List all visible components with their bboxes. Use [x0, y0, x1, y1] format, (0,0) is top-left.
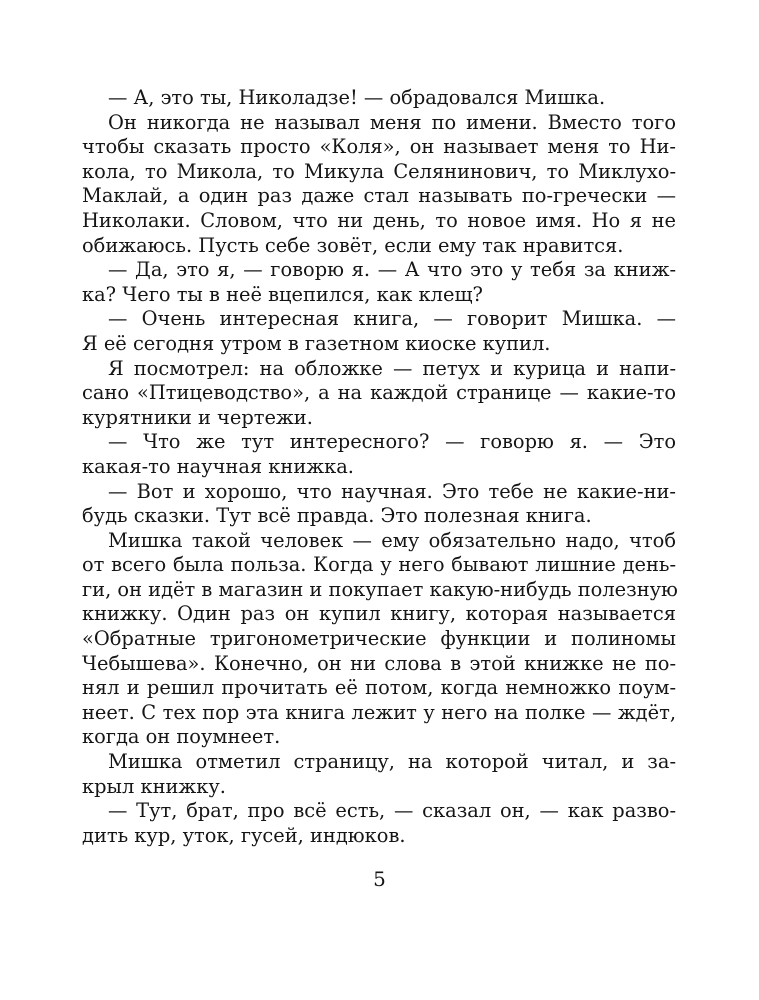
text-line: чтобы сказать просто «Коля», он называет меня то Ни- — [82, 135, 676, 159]
text-line: ка? Чего ты в неё вцепился, как клещ? — [82, 282, 483, 306]
text-line: курятники и чертежи. — [82, 405, 313, 429]
text-line: сано «Птицеводство», а на каждой странице — какие-то — [82, 381, 676, 405]
book-page-text — [82, 86, 676, 848]
text-line: Мишка отметил страницу, на которой читал, и за- — [108, 750, 676, 774]
text-line: Я её сегодня утром в газетном киоске купил. — [82, 331, 551, 355]
text-line: Я посмотрел: на обложке — петух и курица и напи- — [108, 356, 676, 380]
text-line: неет. С тех пор эта книга лежит у него на полке — ждёт, — [82, 700, 676, 724]
text-line: книжку. Один раз он купил книгу, которая называется — [82, 602, 676, 626]
page-number: 5 — [373, 867, 386, 891]
text-line: Мишка такой человек — ему обязательно надо, чтоб — [108, 528, 676, 552]
text-line: обижаюсь. Пусть себе зовёт, если ему так нравится. — [82, 233, 624, 257]
text-line: будь сказки. Тут всё правда. Это полезная книга. — [82, 504, 592, 528]
text-line: Чебышева». Конечно, он ни слова в этой книжке не по- — [82, 651, 676, 675]
text-line: Он никогда не называл меня по имени. Вместо того — [108, 110, 676, 134]
text-line: нял и решил прочитать её потом, когда немножко поум- — [82, 676, 676, 700]
text-line: Маклай, а один раз даже стал называть по-гречески — — [82, 184, 676, 208]
text-line: «Обратные тригонометрические функции и полиномы — [82, 627, 676, 651]
text-line: — Тут, брат, про всё есть, — сказал он, — как разво- — [108, 799, 676, 823]
text-line: кола, то Микола, то Микула Селянинович, то Миклухо- — [82, 159, 676, 183]
text-line: крыл книжку. — [82, 774, 226, 798]
text-line: — Что же тут интересного? — говорю я. — Это — [108, 430, 676, 454]
text-line: Николаки. Словом, что ни день, то новое имя. Но я не — [82, 208, 676, 232]
text-line: дить кур, уток, гусей, индюков. — [82, 823, 406, 847]
text-line: — Очень интересная книга, — говорит Мишка. — — [108, 307, 676, 331]
text-line: какая-то научная книжка. — [82, 454, 354, 478]
text-line: от всего была польза. Когда у него бывают лишние день- — [82, 553, 676, 577]
text-line: — Да, это я, — говорю я. — А что это у тебя за книж- — [108, 258, 676, 282]
text-line: когда он поумнеет. — [82, 725, 281, 749]
text-line: — Вот и хорошо, что научная. Это тебе не какие-ни- — [108, 479, 676, 503]
text-line: ги, он идёт в магазин и покупает какую-нибудь полезную — [82, 577, 678, 601]
text-line: — А, это ты, Николадзе! — обрадовался Мишка. — [108, 86, 606, 109]
